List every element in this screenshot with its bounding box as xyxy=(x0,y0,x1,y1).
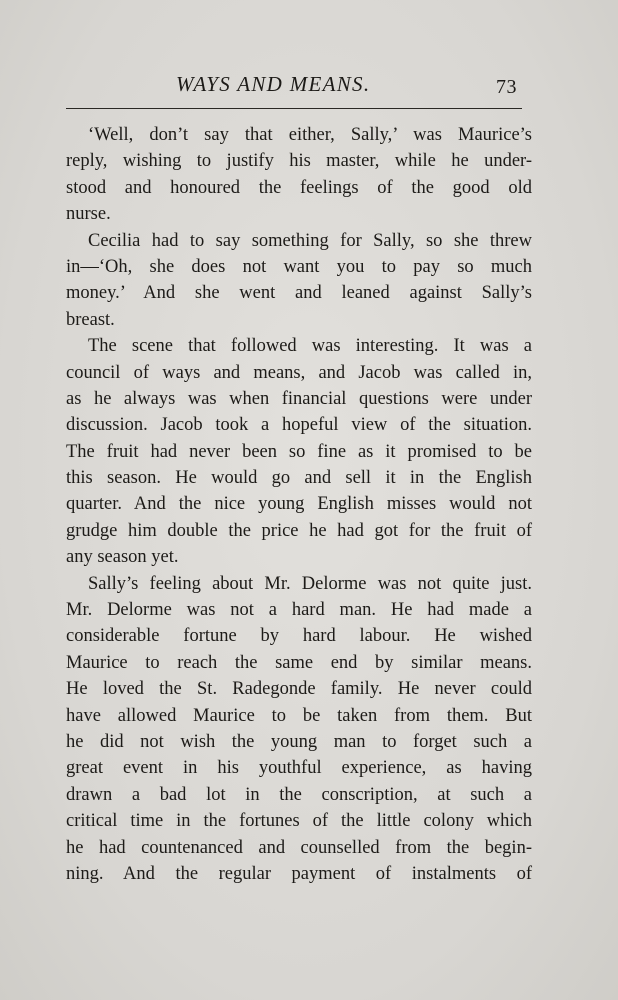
text-line: great event in his youthful experience, as having xyxy=(66,758,532,779)
text-line: breast. xyxy=(66,309,115,330)
text-line: he had countenanced and counselled from the begin- xyxy=(66,837,532,858)
text-line: drawn a bad lot in the conscription, at such a xyxy=(66,784,532,805)
text-line: Maurice to reach the same end by similar means. xyxy=(66,652,532,673)
text-line: Sally’s feeling about Mr. Delorme was not quite just. xyxy=(88,573,532,594)
text-line: this season. He would go and sell it in the English xyxy=(66,468,532,489)
body-text xyxy=(66,122,532,887)
text-line: money.’ And she went and leaned against Sally’s xyxy=(66,283,532,304)
text-line: as he always was when financial questions were under xyxy=(66,388,532,409)
header-rule xyxy=(66,108,522,109)
page-number: 73 xyxy=(496,76,517,98)
text-line: stood and honoured the feelings of the good old xyxy=(66,177,532,198)
running-head xyxy=(0,72,618,106)
text-line: council of ways and means, and Jacob was called in, xyxy=(66,362,532,383)
text-line: grudge him double the price he had got for the fruit of xyxy=(66,520,532,541)
text-line: He loved the St. Radegonde family. He never could xyxy=(66,679,532,700)
text-line: The scene that followed was interesting. It was a xyxy=(88,336,532,357)
text-line: reply, wishing to justify his master, while he under- xyxy=(66,151,532,172)
text-line: discussion. Jacob took a hopeful view of the situation. xyxy=(66,415,532,436)
text-line: considerable fortune by hard labour. He wished xyxy=(66,626,532,647)
text-line: Mr. Delorme was not a hard man. He had made a xyxy=(66,600,532,621)
text-line: critical time in the fortunes of the little colony which xyxy=(66,811,532,832)
text-line: he did not wish the young man to forget such a xyxy=(66,731,532,752)
text-line: Cecilia had to say something for Sally, so she threw xyxy=(88,230,532,251)
text-line: The fruit had never been so fine as it promised to be xyxy=(66,441,532,462)
text-line: nurse. xyxy=(66,204,111,225)
text-line: ‘Well, don’t say that either, Sally,’ was Maurice’s xyxy=(88,125,532,145)
text-line: quarter. And the nice young English misses would not xyxy=(66,494,532,515)
chapter-title: WAYS AND MEANS. xyxy=(176,72,371,96)
text-line: have allowed Maurice to be taken from them. But xyxy=(66,705,532,726)
text-line: any season yet. xyxy=(66,547,179,568)
text-line: ning. And the regular payment of instalments of xyxy=(66,863,532,884)
text-line: in—‘Oh, she does not want you to pay so much xyxy=(66,256,532,277)
